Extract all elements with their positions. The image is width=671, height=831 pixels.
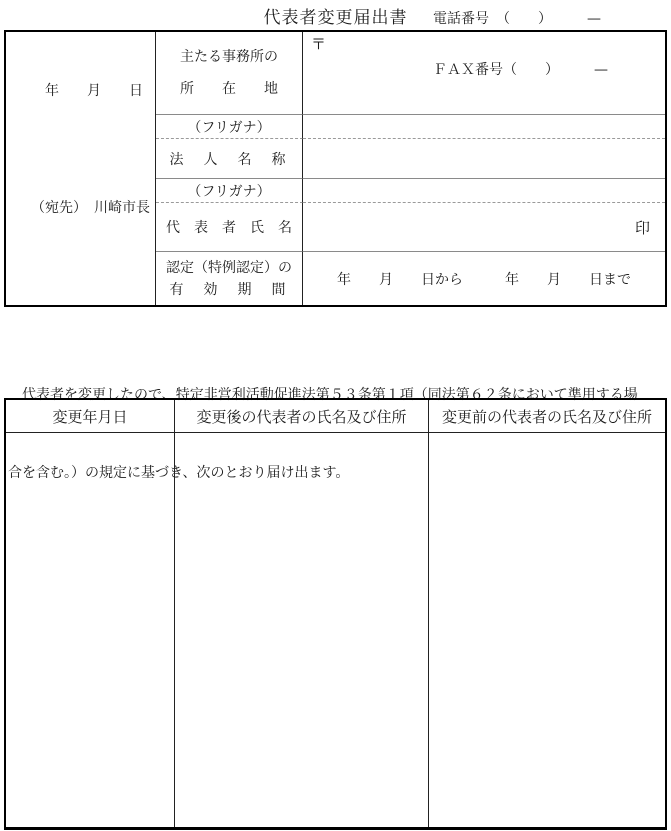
validity-period-value: 年 月 日から 年 月 日まで <box>337 271 631 288</box>
date-addressee-cell <box>6 32 156 305</box>
validity-period-label-line1: 認定（特例認定）の <box>166 259 292 276</box>
old-representative-entry-cell <box>429 433 665 827</box>
furigana-representative-value-cell <box>303 179 665 203</box>
phone-fax-block <box>433 0 608 113</box>
furigana-corp-label: （フリガナ） <box>156 115 303 139</box>
furigana-corp-value-cell <box>303 115 665 139</box>
change-date-entry-cell <box>6 433 175 827</box>
furigana-representative-label: （フリガナ） <box>156 179 303 203</box>
representative-name-label: 代 表 者 氏 名 <box>156 203 303 252</box>
seal-mark: 印 <box>634 218 650 237</box>
fax-number-line: ＦＡＸ番号（ ） — <box>433 62 608 78</box>
representative-change-table <box>4 398 667 830</box>
date-blank-field: 年 月 日 <box>45 83 143 99</box>
validity-period-label <box>156 252 303 305</box>
postal-code-mark: 〒 <box>311 35 327 53</box>
corp-name-value-cell <box>303 139 665 179</box>
office-address-label-line2: 所 在 地 <box>180 81 278 97</box>
validity-period-label-line2: 有 効 期 間 <box>169 281 289 298</box>
addressee-label: （宛先） 川崎市長 <box>31 200 150 216</box>
office-address-label-line1: 主たる事務所の <box>180 49 278 65</box>
new-representative-entry-cell <box>175 433 429 827</box>
column-header-old-representative: 変更前の代表者の氏名及び住所 <box>429 400 665 433</box>
office-address-label <box>156 32 303 115</box>
statutory-paragraph-line1: 代表者を変更したので、特定非営利活動促進法第５３条第１項（同法第６２条において準用する場 <box>8 387 638 403</box>
column-header-new-representative: 変更後の代表者の氏名及び住所 <box>175 400 429 433</box>
column-header-change-date: 変更年月日 <box>6 400 175 433</box>
representative-name-value-cell <box>303 203 665 252</box>
corp-name-label: 法 人 名 称 <box>156 139 303 179</box>
phone-number-line: 電話番号 （ ） — <box>433 11 601 27</box>
page-title: 代表者変更届出書 <box>263 8 408 28</box>
statutory-paragraph-line2: 合を含む。）の規定に基づき、次のとおり届け出ます。 <box>8 465 350 481</box>
